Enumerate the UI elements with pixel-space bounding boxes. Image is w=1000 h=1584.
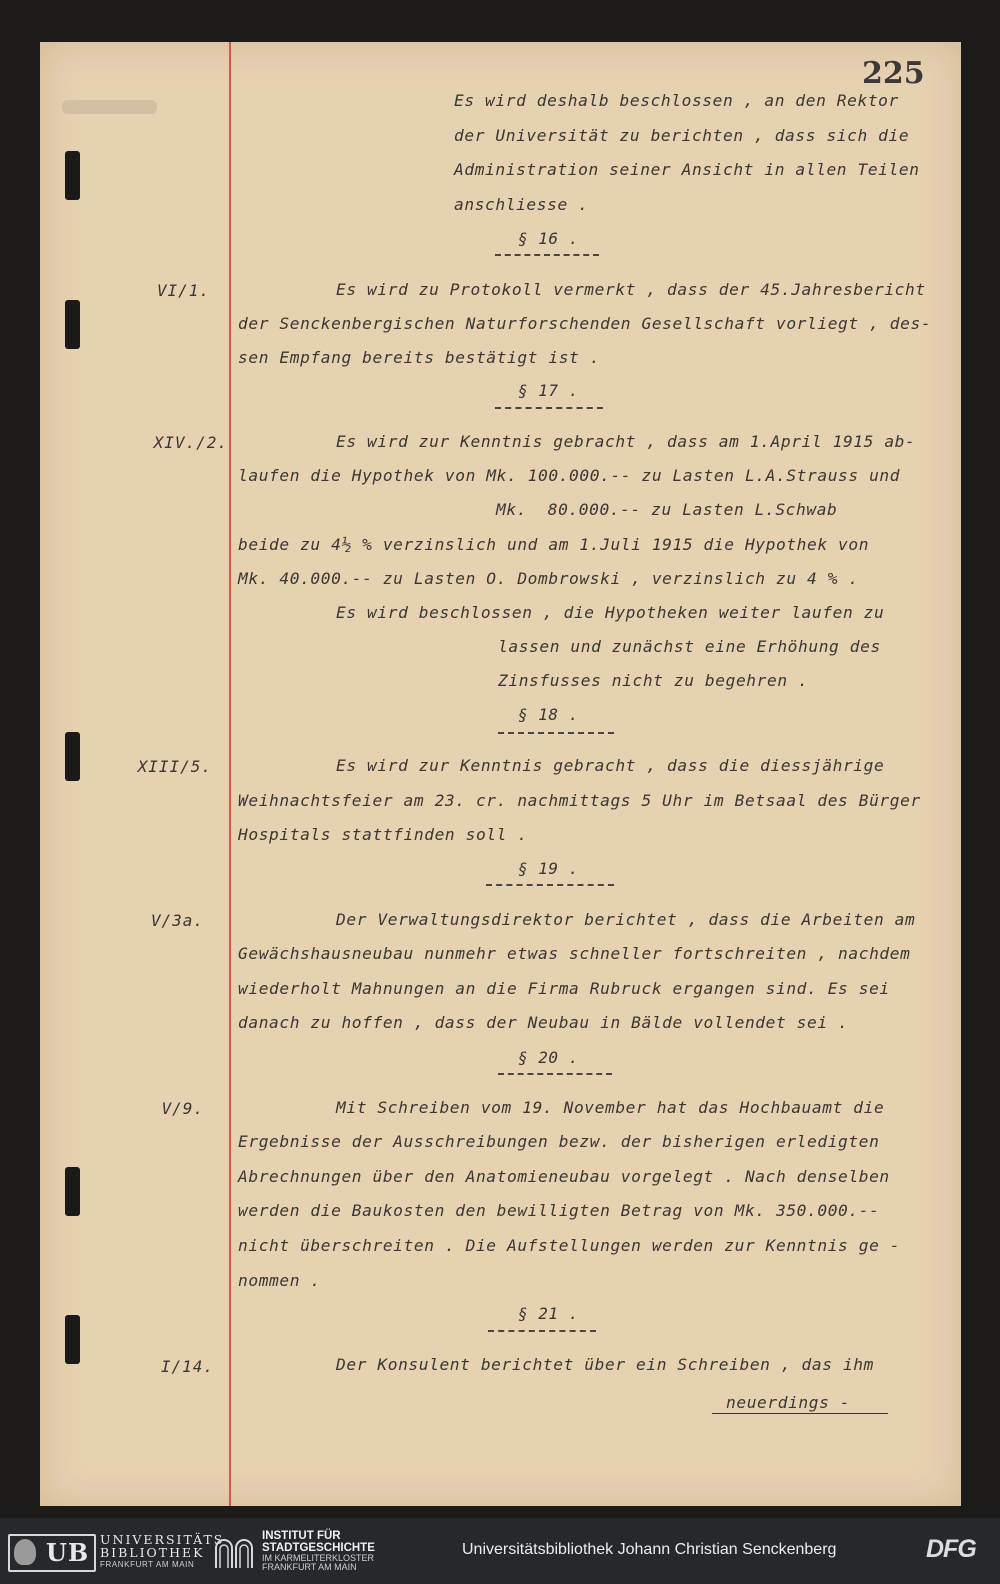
text-line: Weihnachtsfeier am 23. cr. nachmittags 5 Uhr im Betsaal des Bürger bbox=[238, 791, 921, 810]
punch-hole bbox=[65, 151, 80, 200]
catchword: neuerdings - bbox=[726, 1393, 851, 1412]
ub-logo bbox=[8, 1534, 96, 1572]
text-line: Es wird zur Kenntnis gebracht , dass am 1.April 1915 ab- bbox=[336, 432, 916, 451]
text-line: wiederholt Mahnungen an die Firma Rubruck ergangen sind. Es sei bbox=[238, 979, 890, 998]
file-reference: V/9. bbox=[161, 1099, 204, 1118]
text-line: Der Konsulent berichtet über ein Schreiben , das ihm bbox=[336, 1355, 874, 1374]
section-underline bbox=[498, 1073, 612, 1075]
text-line: Ergebnisse der Ausschreibungen bezw. der bisherigen erledigten bbox=[238, 1132, 880, 1151]
text-line: Es wird zur Kenntnis gebracht , dass die diessjährige bbox=[336, 756, 885, 775]
text-line: Hospitals stattfinden soll . bbox=[238, 825, 528, 844]
footer-bar bbox=[0, 1518, 1000, 1584]
faded-pencil-mark bbox=[62, 100, 157, 114]
section-underline bbox=[495, 254, 599, 256]
file-reference: VI/1. bbox=[156, 281, 210, 300]
page-number: 225 bbox=[862, 56, 925, 91]
text-line: Es wird beschlossen , die Hypotheken weiter laufen zu bbox=[336, 603, 885, 622]
text-line: Administration seiner Ansicht in allen Teilen bbox=[454, 160, 920, 179]
text-line: Mit Schreiben vom 19. November hat das Hochbauamt die bbox=[336, 1098, 885, 1117]
text-line: werden die Baukosten den bewilligten Betrag von Mk. 350.000.-- bbox=[238, 1201, 880, 1220]
punch-hole bbox=[65, 300, 80, 349]
catchword-underline bbox=[712, 1413, 888, 1414]
portrait-icon bbox=[14, 1539, 36, 1565]
section-underline bbox=[498, 732, 614, 734]
section-heading: § 17 . bbox=[518, 381, 579, 400]
text-line: der Senckenbergischen Naturforschenden Gesellschaft vorliegt , des- bbox=[238, 314, 932, 333]
text-line: Der Verwaltungsdirektor berichtet , dass die Arbeiten am bbox=[336, 910, 916, 929]
red-margin-line bbox=[229, 42, 231, 1506]
institute-arches-icon bbox=[214, 1534, 254, 1570]
text-line: anschliesse . bbox=[454, 195, 589, 214]
section-heading: § 21 . bbox=[518, 1304, 579, 1323]
text-line: Zinsfusses nicht zu begehren . bbox=[498, 671, 809, 690]
library-name: UNIVERSITÄTS BIBLIOTHEK FRANKFURT AM MAIN bbox=[100, 1532, 225, 1569]
section-heading: § 19 . bbox=[518, 859, 579, 878]
ub-logo-text: UB bbox=[46, 1538, 90, 1567]
text-line: danach zu hoffen , dass der Neubau in Bälde vollendet sei . bbox=[238, 1013, 849, 1032]
section-underline bbox=[488, 1330, 596, 1332]
dfg-logo: DFG bbox=[926, 1535, 976, 1563]
text-line: beide zu 4½ % verzinslich und am 1.Juli 1915 die Hypothek von bbox=[238, 535, 870, 554]
text-line: Mk. 80.000.-- zu Lasten L.Schwab bbox=[496, 500, 838, 519]
section-underline bbox=[486, 884, 614, 886]
scanned-page bbox=[40, 42, 961, 1506]
text-line: laufen die Hypothek von Mk. 100.000.-- zu Lasten L.A.Strauss und bbox=[238, 466, 901, 485]
text-line: der Universität zu berichten , dass sich die bbox=[454, 126, 910, 145]
text-line: nicht überschreiten . Die Aufstellungen werden zur Kenntnis ge - bbox=[238, 1236, 901, 1255]
text-line: lassen und zunächst eine Erhöhung des bbox=[498, 637, 881, 656]
punch-hole bbox=[65, 1167, 80, 1216]
text-line: nommen . bbox=[238, 1271, 321, 1290]
text-line: Gewächshausneubau nunmehr etwas schneller fortschreiten , nachdem bbox=[238, 944, 911, 963]
text-line: Abrechnungen über den Anatomieneubau vorgelegt . Nach denselben bbox=[238, 1167, 890, 1186]
file-reference: V/3a. bbox=[150, 911, 204, 930]
section-underline bbox=[495, 407, 603, 409]
institute-name: INSTITUT FÜR STADTGESCHICHTE IM KARMELITERKLOSTER FRANKFURT AM MAIN bbox=[262, 1530, 375, 1572]
file-reference: XIII/5. bbox=[137, 757, 212, 776]
footer-title: Universitätsbibliothek Johann Christian Senckenberg bbox=[462, 1541, 837, 1558]
section-heading: § 18 . bbox=[518, 705, 579, 724]
text-line: sen Empfang bereits bestätigt ist . bbox=[238, 348, 601, 367]
text-line: Es wird zu Protokoll vermerkt , dass der 45.Jahresbericht bbox=[336, 280, 926, 299]
section-heading: § 16 . bbox=[518, 229, 579, 248]
text-line: Es wird deshalb beschlossen , an den Rektor bbox=[454, 91, 899, 110]
text-line: Mk. 40.000.-- zu Lasten O. Dombrowski , verzinslich zu 4 % . bbox=[238, 569, 859, 588]
section-heading: § 20 . bbox=[518, 1048, 579, 1067]
file-reference: XIV./2. bbox=[153, 433, 228, 452]
file-reference: I/14. bbox=[160, 1357, 214, 1376]
